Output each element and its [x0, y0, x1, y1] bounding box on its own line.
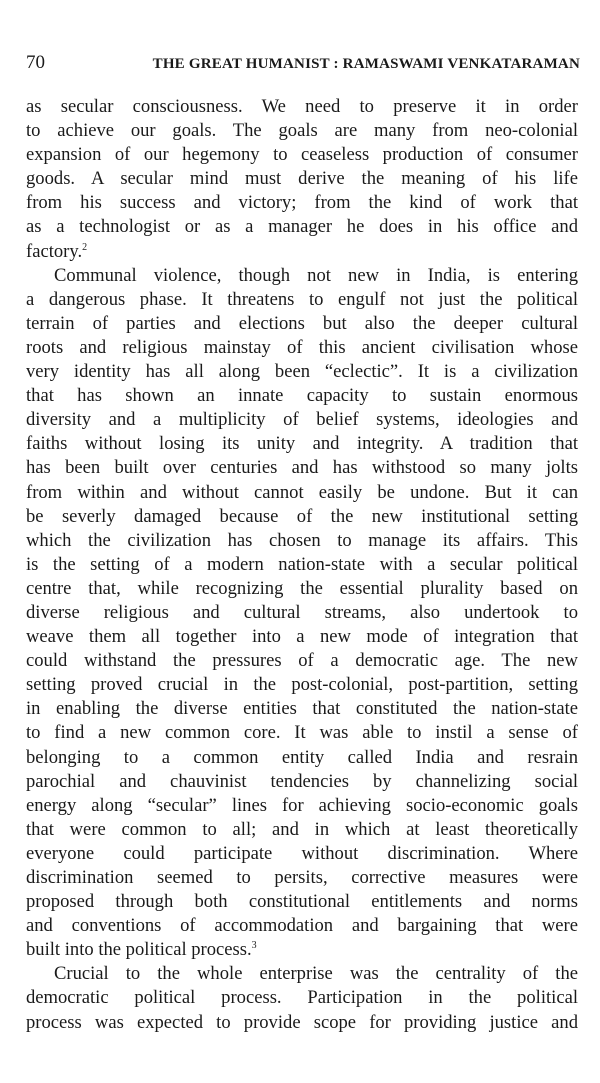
- paragraph: [26, 962, 578, 1034]
- text-line: [26, 866, 578, 890]
- line-text: weave them all together into a new mode of integration that: [26, 626, 578, 648]
- line-text: from his success and victory; from the kind of work that: [26, 192, 578, 214]
- text-line: [26, 553, 578, 577]
- line-text: very identity has all along been “eclectic”. It is a civilization: [26, 361, 578, 383]
- line-text: expansion of our hegemony to ceaseless production of consumer: [26, 144, 578, 166]
- text-line: [26, 673, 578, 697]
- line-text: and conventions of accommodation and bargaining that were: [26, 915, 578, 937]
- text-line: [26, 529, 578, 553]
- text-line: [26, 625, 578, 649]
- text-line: [26, 938, 578, 962]
- line-text: diverse religious and cultural streams, also undertook to: [26, 601, 578, 623]
- text-line: [26, 505, 578, 529]
- text-line: [26, 914, 578, 938]
- line-text: roots and religious mainstay of this ancient civilisation whose: [26, 336, 578, 358]
- line-text: setting proved crucial in the post-colonial, post-partition, setting: [26, 674, 578, 696]
- page-number: 70: [26, 52, 45, 73]
- line-text: centre that, while recognizing the essential plurality based on: [26, 577, 578, 599]
- text-line: [26, 95, 578, 119]
- line-text: is the setting of a modern nation-state with a secular political: [26, 553, 578, 575]
- line-text: democratic political process. Participation in the political: [26, 987, 578, 1009]
- text-line: [26, 312, 578, 336]
- line-text: discrimination seemed to persits, corrective measures were: [26, 867, 578, 888]
- line-text: goods. A secular mind must derive the meaning of his life: [26, 168, 578, 190]
- text-line: [26, 191, 578, 215]
- line-text: from within and without cannot easily be undone. But it can: [26, 481, 578, 503]
- text-line: [26, 384, 578, 408]
- line-text: everyone could participate without discrimination. Where: [26, 842, 578, 864]
- line-text: that has shown an innate capacity to sustain enormous: [26, 385, 578, 407]
- line-text: factory.: [26, 240, 83, 262]
- text-line: [26, 360, 578, 384]
- running-head: THE GREAT HUMANIST : RAMASWAMI VENKATARAMAN: [152, 56, 580, 72]
- line-text: belonging to a common entity called India and resrain: [26, 746, 578, 768]
- text-line: [26, 288, 578, 312]
- line-text: that were common to all; and in which at least theoretically: [26, 818, 578, 840]
- line-text: as a technologist or as a manager he does in his office and: [26, 216, 578, 238]
- text-line: [26, 215, 578, 239]
- text-line: [26, 770, 578, 794]
- line-text: Crucial to the whole enterprise was the centrality of the: [54, 963, 578, 985]
- page-header: [26, 52, 580, 76]
- line-text: as secular consciousness. We need to preserve it in order: [26, 96, 578, 117]
- text-line: [26, 432, 578, 456]
- line-text: a dangerous phase. It threatens to engulf not just the political: [26, 288, 578, 310]
- text-line: [26, 962, 578, 986]
- text-line: [26, 842, 578, 866]
- text-line: [26, 721, 578, 745]
- text-line: [26, 601, 578, 625]
- text-line: [26, 481, 578, 505]
- line-text: which the civilization has chosen to manage its affairs. This: [26, 529, 578, 551]
- text-line: [26, 240, 578, 264]
- text-line: [26, 890, 578, 914]
- footnote-reference: 2: [82, 241, 88, 253]
- line-text: parochial and chauvinist tendencies by channelizing social: [26, 770, 578, 792]
- line-text: terrain of parties and elections but also the deeper cultural: [26, 312, 578, 334]
- text-line: [26, 697, 578, 721]
- paragraph: [26, 95, 578, 264]
- line-text: be severly damaged because of the new institutional setting: [26, 505, 578, 527]
- text-line: [26, 336, 578, 360]
- line-text: in enabling the diverse entities that constituted the nation-state: [26, 698, 578, 720]
- line-text: Communal violence, though not new in India, is entering: [54, 264, 578, 286]
- line-text: faiths without losing its unity and integrity. A tradition that: [26, 433, 578, 455]
- text-line: [26, 794, 578, 818]
- text-line: [26, 746, 578, 770]
- text-line: [26, 167, 578, 191]
- text-line: [26, 818, 578, 842]
- line-text: could withstand the pressures of a democratic age. The new: [26, 650, 578, 672]
- text-line: [26, 986, 578, 1010]
- line-text: diversity and a multiplicity of belief systems, ideologies and: [26, 409, 578, 431]
- line-text: to find a new common core. It was able to instil a sense of: [26, 722, 578, 744]
- line-text: built into the political process.: [26, 939, 252, 961]
- footnote-reference: 3: [251, 940, 257, 952]
- line-text: energy along “secular” lines for achieving socio-economic goals: [26, 794, 578, 816]
- paragraph: [26, 264, 578, 963]
- text-line: [26, 577, 578, 601]
- line-text: process was expected to provide scope for providing justice and: [26, 1011, 578, 1033]
- text-line: [26, 408, 578, 432]
- text-line: [26, 456, 578, 480]
- text-line: [26, 1011, 578, 1035]
- text-line: [26, 264, 578, 288]
- text-line: [26, 649, 578, 673]
- body-text: [26, 95, 578, 1035]
- line-text: to achieve our goals. The goals are many from neo-colonial: [26, 120, 578, 142]
- line-text: proposed through both constitutional entitlements and norms: [26, 891, 578, 913]
- text-line: [26, 119, 578, 143]
- line-text: has been built over centuries and has withstood so many jolts: [26, 457, 578, 479]
- text-line: [26, 143, 578, 167]
